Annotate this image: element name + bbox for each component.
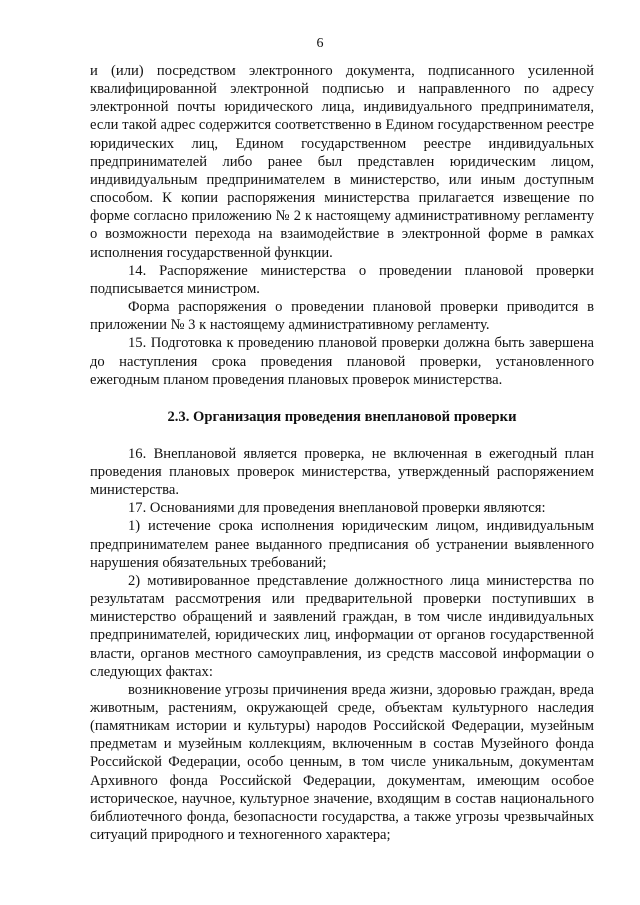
page-number: 6 [316, 36, 324, 51]
paragraph-17: 17. Основаниями для проведения внеплановой проверки являются: [128, 500, 546, 517]
paragraph-15: 15. Подготовка к проведению плановой проверки должна быть завершена до наступления срока проведения плановой проверки, установленного ежегодным планом проведения плановых проверок министерства. [90, 335, 594, 388]
list-item-2-subitem: возникновение угрозы причинения вреда жизни, здоровью граждан, вреда животным, растениям, окружающей среде, объектам культурного наследия (памятникам истории и культуры) народов Российской Федерации, музейным предметам и музейным коллекциям, включенным в состав Музейного фонда Российской Федерации, особо ценным, в том числе уникальным, документам Архивного фонда Российской Федерации, документам, имеющим особое историческое, научное, культурное значение, входящим в состав национального библиотечного фонда, безопасности государства, а также угрозы чрезвычайных ситуаций природного и техногенного характера; [90, 681, 594, 844]
paragraph-14: 14. Распоряжение министерства о проведении плановой проверки подписывается министром. [90, 262, 594, 297]
list-item-1: 1) истечение срока исполнения юридическим лицом, индивидуальным предпринимателем ранее выданного предписания об устранении выявленного нарушения обязательных требований; [90, 518, 594, 571]
paragraph-continuation: и (или) посредством электронного документа, подписанного усиленной квалифицированной электронной подписью и направленного по адресу электронной почты юридического лица, индивидуального предпринимателя, если такой адрес содержится соответственно в Едином государственном реестре юридических лиц, Едином государственном реестре индивидуальных предпринимателей либо ранее был представлен юридическим лицом, индивидуальным предпринимателем в министерство, или иным доступным способом. К копии распоряжения министерства прилагается извещение по форме согласно приложению № 2 к настоящему административному регламенту о возможности перехода на взаимодействие в электронной форме в рамках исполнения государственной функции. [90, 63, 594, 261]
section-heading: 2.3. Организация проведения внеплановой проверки [167, 408, 517, 425]
document-body [90, 62, 594, 844]
list-item-2: 2) мотивированное представление должностного лица министерства по результатам рассмотрения или предварительной проверки поступивших в министерство обращений и заявлений граждан, в том числе индивидуальных предпринимателей, юридических лиц, информации от органов государственной власти, органов местного самоуправления, из средств массовой информации о следующих фактах: [90, 572, 594, 680]
paragraph-form-note: Форма распоряжения о проведении плановой проверки приводится в приложении № 3 к настоящему административному регламенту. [90, 299, 594, 334]
paragraph-16: 16. Внеплановой является проверка, не включенная в ежегодный план проведения плановых проверок министерства, утвержденный распоряжением министерства. [90, 445, 594, 499]
